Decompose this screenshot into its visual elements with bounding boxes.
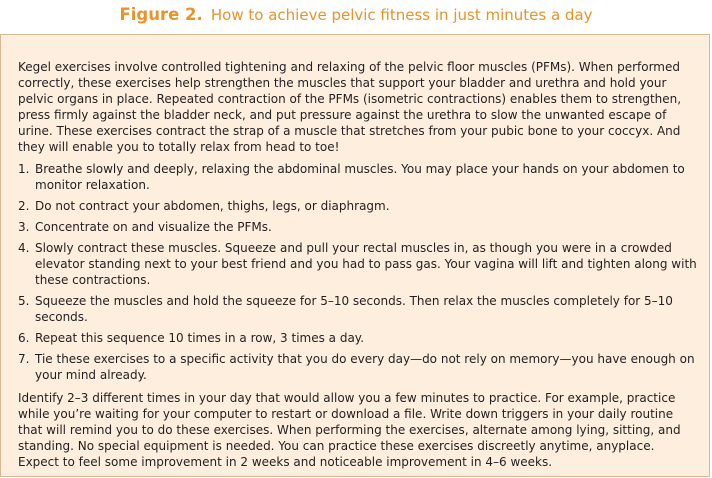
intro-paragraph: Kegel exercises involve controlled tightening and relaxing of the pelvic floor muscles (PFMs). When performed correctly, these exercises help strengthen the muscles that support your bladder and urethra and hold your pelvic organs in place. Repeated contraction of the PFMs (isometric contractions) enables them to strengthen, press firmly against the bladder neck, and put pressure against the urethra to slow the unwanted escape of urine. These exercises contract the strap of a muscle that stretches from your pubic bone to your coccyx. And they will enable you to totally relax from head to toe!: [18, 60, 682, 154]
step-text: Breathe slowly and deeply, relaxing the abdominal muscles. You may place your hands on your abdomen to monitor relaxation.: [35, 162, 685, 192]
step-number: 6.: [18, 331, 30, 345]
figure-title: [0, 0, 712, 30]
step-item: [18, 240, 699, 288]
step-item: [18, 198, 699, 214]
step-text: Do not contract your abdomen, thighs, legs, or diaphragm.: [35, 199, 390, 213]
figure-label: Figure 2.: [119, 5, 203, 24]
step-text: Concentrate on and visualize the PFMs.: [35, 220, 272, 234]
step-item: [18, 161, 699, 193]
steps-list: [18, 161, 699, 383]
step-item: [18, 330, 699, 346]
step-number: 3.: [18, 220, 30, 234]
step-text: Repeat this sequence 10 times in a row, 3 times a day.: [35, 331, 365, 345]
figure-caption: How to achieve pelvic fitness in just minutes a day: [210, 6, 593, 24]
step-number: 2.: [18, 199, 30, 213]
step-item: [18, 351, 699, 383]
step-number: 4.: [18, 241, 30, 255]
step-number: 5.: [18, 294, 30, 308]
step-text: Slowly contract these muscles. Squeeze and pull your rectal muscles in, as though you were in a crowded elevator standing next to your best friend and you had to pass gas. Your vagina will lift and tighten along with these contractions.: [35, 241, 697, 287]
step-number: 1.: [18, 162, 30, 176]
step-item: [18, 293, 699, 325]
step-text: Tie these exercises to a specific activity that you do every day—do not rely on memory—you have enough on your mind already.: [35, 352, 695, 382]
step-item: [18, 219, 699, 235]
step-number: 7.: [18, 352, 30, 366]
figure-panel: [0, 34, 710, 477]
step-text: Squeeze the muscles and hold the squeeze for 5–10 seconds. Then relax the muscles completely for 5–10 seconds.: [35, 294, 673, 324]
closing-paragraph: Identify 2–3 different times in your day that would allow you a few minutes to practice. For example, practice while you’re waiting for your computer to restart or download a file. Write down triggers in your daily routine that will remind you to do these exercises. When performing the exercises, alternate among lying, sitting, and standing. No special equipment is needed. You can practice these exercises discreetly anytime, anyplace. Expect to feel some improvement in 2 weeks and noticeable improvement in 4–6 weeks.: [18, 391, 681, 469]
